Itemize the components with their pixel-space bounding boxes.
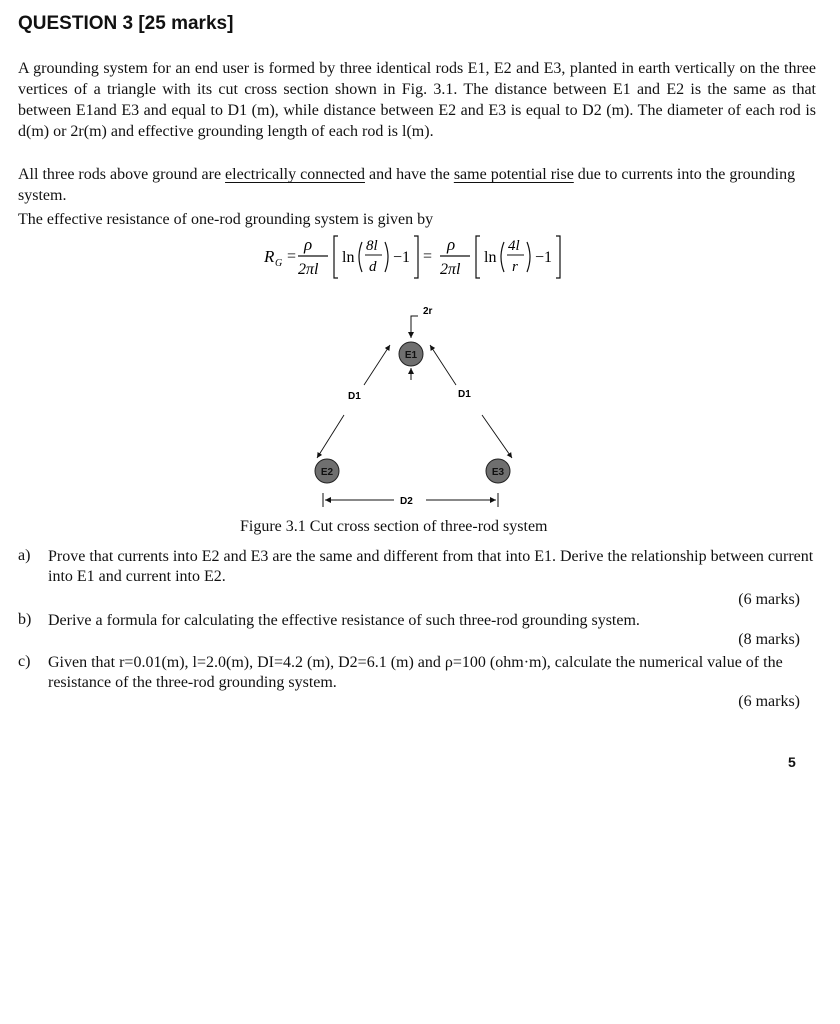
question-b-label: b) (18, 611, 32, 628)
d2-label: D2 (400, 496, 413, 507)
formula-equals-2: = (423, 248, 433, 265)
question-a-label: a) (18, 547, 31, 564)
resistance-formula (258, 228, 578, 286)
question-heading: QUESTION 3 [25 marks] (18, 13, 234, 34)
rod-e1-label: E1 (404, 350, 418, 361)
rod-e3-label: E3 (491, 467, 505, 478)
question-c-marks: (6 marks) (738, 693, 800, 710)
formula-lhs: R (264, 247, 275, 266)
diameter-arrow-top (411, 316, 418, 338)
formula-numerator-8l: 8l (366, 238, 378, 254)
d1-left-arrow-bottom (317, 415, 344, 458)
connection-text-start: All three rods above ground are (18, 166, 226, 183)
formula-denominator-1: 2πl (298, 261, 319, 278)
d1-right-arrow-bottom (482, 415, 512, 458)
d1-right-label: D1 (458, 389, 471, 400)
question-b-marks: (8 marks) (738, 631, 800, 648)
formula-minus-one-2: −1 (535, 249, 553, 266)
page-number: 5 (788, 754, 796, 770)
formula-minus-one-1: −1 (393, 249, 411, 266)
left-bracket-1 (334, 236, 338, 278)
formula-rho-2: ρ (447, 235, 456, 254)
formula-ln-1: ln (342, 249, 355, 266)
right-bracket-2 (556, 236, 560, 278)
formula-rho-1: ρ (304, 235, 313, 254)
right-bracket-1 (414, 236, 418, 278)
connection-paragraph (18, 164, 816, 206)
diameter-label: 2r (423, 306, 433, 317)
d1-left-label: D1 (348, 391, 361, 402)
right-paren-2 (527, 242, 530, 272)
underlined-same-potential-rise: same potential rise (453, 166, 574, 183)
rod-e2-label: E2 (320, 467, 334, 478)
left-paren-2 (501, 242, 504, 272)
formula-denominator-2: 2πl (440, 261, 461, 278)
formula-denominator-d: d (369, 259, 377, 275)
underlined-electrically-connected: electrically connected (225, 166, 365, 183)
left-bracket-2 (476, 236, 480, 278)
connection-text-end: due to currents into the grounding system. (18, 166, 796, 204)
three-rod-figure (290, 300, 530, 515)
question-a-text: Prove that currents into E2 and E3 are the same and different from that into E1. Derive the relationship between current into E1 and current into E2. (48, 548, 814, 585)
question-b-text: Derive a formula for calculating the effective resistance of such three-rod grounding system. (48, 612, 640, 629)
figure-caption: Figure 3.1 Cut cross section of three-rod system (240, 518, 548, 535)
resistance-intro-line: The effective resistance of one-rod grounding system is given by (18, 211, 434, 228)
formula-numerator-4l: 4l (508, 238, 520, 254)
question-c-label: c) (18, 653, 31, 670)
formula-lhs-subscript: G (275, 258, 283, 269)
formula-equals-1: = (287, 248, 297, 265)
formula-ln-2: ln (484, 249, 497, 266)
question-a-marks: (6 marks) (738, 591, 800, 608)
question-c-text: Given that r=0.01(m), l=2.0(m), DI=4.2 (m), D2=6.1 (m) and ρ=100 (ohm·m), calculate the numerical value of the resistance of the three-rod grounding system. (48, 654, 783, 691)
left-paren-1 (359, 242, 362, 272)
right-paren-1 (385, 242, 388, 272)
d1-right-arrow-top (430, 345, 456, 385)
intro-paragraph: A grounding system for an end user is formed by three identical rods E1, E2 and E3, planted in earth vertically on the three vertices of a triangle with its cut cross section shown in Fig. 3.1. The distance between E1 and E2 is the same as that between E1and E3 and equal to D1 (m), while distance between E2 and E3 is equal to D2 (m). The diameter of each rod is d(m) or 2r(m) and effective grounding length of each rod is l(m). (18, 60, 816, 140)
d1-left-arrow-top (364, 345, 390, 385)
formula-denominator-r: r (512, 259, 518, 275)
connection-text-mid: and have the (364, 166, 454, 183)
